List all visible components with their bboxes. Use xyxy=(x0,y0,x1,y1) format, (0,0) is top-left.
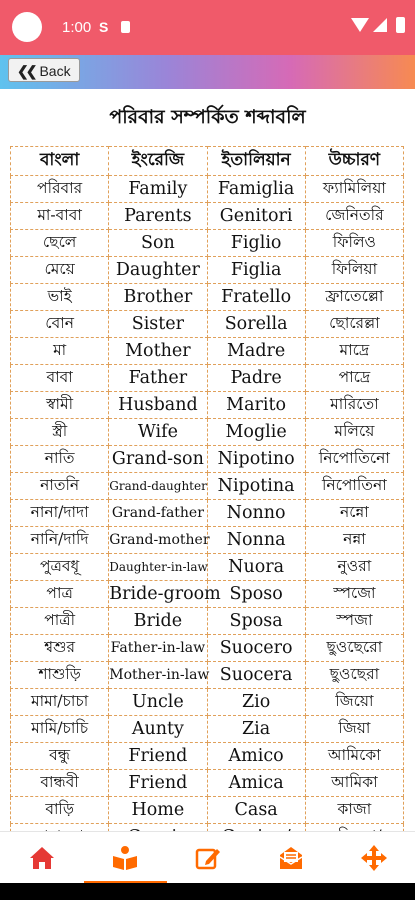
cell-italian: Zio xyxy=(207,689,305,716)
cell-pronunciation: নন্না xyxy=(305,527,403,554)
cell-pronunciation: ফ্যামিলিয়া xyxy=(305,176,403,203)
cell-pronunciation: জিয়ো xyxy=(305,689,403,716)
cell-english: Wife xyxy=(109,419,207,446)
cell-italian: Marito xyxy=(207,392,305,419)
header-bangla: বাংলা xyxy=(11,147,109,176)
system-nav-bar xyxy=(0,883,415,900)
table-row xyxy=(11,365,404,392)
header-english: ইংরেজি xyxy=(109,147,207,176)
sim-card-icon xyxy=(121,21,130,33)
cell-english: Husband xyxy=(109,392,207,419)
cell-bangla: মা-বাবা xyxy=(11,203,109,230)
nav-learn[interactable] xyxy=(83,832,166,884)
table-row xyxy=(11,770,404,797)
cell-english: Sister xyxy=(109,311,207,338)
cell-pronunciation: কাজা xyxy=(305,797,403,824)
cell-english: Daughter xyxy=(109,257,207,284)
arrows-move-icon xyxy=(360,844,388,872)
table-row xyxy=(11,527,404,554)
header-pronunciation: উচ্চারণ xyxy=(305,147,403,176)
status-bar xyxy=(0,0,415,55)
nav-practice[interactable] xyxy=(166,832,249,884)
cell-english: Bride-groom xyxy=(109,581,207,608)
cell-pronunciation: ছুওছেরা xyxy=(305,662,403,689)
book-reader-icon xyxy=(111,844,139,872)
cell-english: Uncle xyxy=(109,689,207,716)
cell-english: Mother xyxy=(109,338,207,365)
cell-english: Son xyxy=(109,230,207,257)
cell-bangla: শ্বশুর xyxy=(11,635,109,662)
vocabulary-table-container[interactable] xyxy=(10,146,404,830)
cell-italian: Suocero xyxy=(207,635,305,662)
cell-english: Daughter-in-law xyxy=(109,554,207,581)
cell-english: Bride xyxy=(109,608,207,635)
cell-english: Family xyxy=(109,176,207,203)
cell-bangla: বান্ধবী xyxy=(11,770,109,797)
cell-italian: Figlio xyxy=(207,230,305,257)
battery-icon xyxy=(396,17,405,33)
cell-italian: Nipotina xyxy=(207,473,305,500)
table-row xyxy=(11,392,404,419)
cell-pronunciation: জেনিতরি xyxy=(305,203,403,230)
s-notification-icon: S xyxy=(99,19,109,35)
cell-bangla: নানা/দাদা xyxy=(11,500,109,527)
wifi-icon xyxy=(351,18,369,32)
cell-pronunciation: নুওরা xyxy=(305,554,403,581)
cell-english: Father-in-law xyxy=(109,635,207,662)
cell-bangla: নানি/দাদি xyxy=(11,527,109,554)
table-row xyxy=(11,419,404,446)
double-chevron-left-icon: ❮❮ xyxy=(17,63,35,79)
cell-pronunciation: ফিলিয়া xyxy=(305,257,403,284)
cell-italian: Nipotino xyxy=(207,446,305,473)
cell-pronunciation: মাদ্রে xyxy=(305,338,403,365)
table-row xyxy=(11,176,404,203)
cell-pronunciation: জিয়া xyxy=(305,716,403,743)
home-icon xyxy=(28,844,56,872)
table-row xyxy=(11,311,404,338)
nav-messages[interactable] xyxy=(249,832,332,884)
cell-bangla: মামা/চাচা xyxy=(11,689,109,716)
cell-bangla: মামি/চাচি xyxy=(11,716,109,743)
table-row xyxy=(11,230,404,257)
cell-bangla: স্ত্রী xyxy=(11,419,109,446)
cell-bangla: স্বামী xyxy=(11,392,109,419)
cell-pronunciation: ছোরেল্লা xyxy=(305,311,403,338)
cell-bangla: বাবা xyxy=(11,365,109,392)
table-row xyxy=(11,284,404,311)
cell-pronunciation: নিপোতিনো xyxy=(305,446,403,473)
cell-english: Aunty xyxy=(109,716,207,743)
table-header-row xyxy=(11,147,404,176)
cell-pronunciation: আমিকা xyxy=(305,770,403,797)
header-bar xyxy=(0,55,415,89)
table-row xyxy=(11,716,404,743)
cell-italian: Suocera xyxy=(207,662,305,689)
cell-pronunciation: ছুওছেরো xyxy=(305,635,403,662)
cell-pronunciation: স্পজো xyxy=(305,581,403,608)
cell-italian: Nuora xyxy=(207,554,305,581)
cell-pronunciation: ফিলিও xyxy=(305,230,403,257)
table-row xyxy=(11,446,404,473)
cell-italian: Sposa xyxy=(207,608,305,635)
cell-italian: Figlia xyxy=(207,257,305,284)
cell-italian: Famiglia xyxy=(207,176,305,203)
cell-bangla: ভাই xyxy=(11,284,109,311)
cell-english: Grand-mother xyxy=(109,527,207,554)
cell-pronunciation: আমিকো xyxy=(305,743,403,770)
cell-italian: Genitori xyxy=(207,203,305,230)
envelope-open-icon xyxy=(277,844,305,872)
cell-pronunciation: নন্নো xyxy=(305,500,403,527)
status-time: 1:00 xyxy=(62,19,92,36)
back-label: Back xyxy=(39,63,71,79)
cell-italian: Madre xyxy=(207,338,305,365)
vocabulary-table xyxy=(10,146,404,878)
cell-pronunciation: মলিয়ে xyxy=(305,419,403,446)
signal-icon xyxy=(373,18,387,32)
cell-italian: Padre xyxy=(207,365,305,392)
cell-italian: Sorella xyxy=(207,311,305,338)
cell-italian: Sposo xyxy=(207,581,305,608)
cell-english: Grand-father xyxy=(109,500,207,527)
camera-cutout xyxy=(12,12,42,42)
bottom-navigation xyxy=(0,831,415,884)
cell-bangla: নাতি xyxy=(11,446,109,473)
cell-english: Friend xyxy=(109,743,207,770)
table-row xyxy=(11,500,404,527)
cell-bangla: বোন xyxy=(11,311,109,338)
table-row xyxy=(11,581,404,608)
cell-english: Grand-son xyxy=(109,446,207,473)
cell-bangla: পাত্রী xyxy=(11,608,109,635)
table-row xyxy=(11,635,404,662)
cell-pronunciation: পাদ্রে xyxy=(305,365,403,392)
cell-pronunciation: ফ্রাতেল্লো xyxy=(305,284,403,311)
cell-bangla: নাতনি xyxy=(11,473,109,500)
cell-pronunciation: মারিতো xyxy=(305,392,403,419)
table-row xyxy=(11,743,404,770)
table-row xyxy=(11,797,404,824)
cell-italian: Nonno xyxy=(207,500,305,527)
cell-bangla: ছেলে xyxy=(11,230,109,257)
cell-pronunciation: নিপোতিনা xyxy=(305,473,403,500)
cell-italian: Nonna xyxy=(207,527,305,554)
nav-home[interactable] xyxy=(0,832,83,884)
cell-italian: Casa xyxy=(207,797,305,824)
cell-english: Friend xyxy=(109,770,207,797)
cell-italian: Amico xyxy=(207,743,305,770)
cell-bangla: পাত্র xyxy=(11,581,109,608)
cell-english: Grand-daughter xyxy=(109,473,207,500)
cell-english: Brother xyxy=(109,284,207,311)
cell-italian: Zia xyxy=(207,716,305,743)
cell-italian: Fratello xyxy=(207,284,305,311)
page-title: পরিবার সম্পর্কিত শব্দাবলি xyxy=(109,106,306,128)
table-row xyxy=(11,608,404,635)
table-row xyxy=(11,257,404,284)
table-row xyxy=(11,473,404,500)
cell-bangla: বাড়ি xyxy=(11,797,109,824)
cell-english: Home xyxy=(109,797,207,824)
cell-english: Parents xyxy=(109,203,207,230)
cell-bangla: বন্ধু xyxy=(11,743,109,770)
cell-english: Mother-in-law xyxy=(109,662,207,689)
nav-more[interactable] xyxy=(332,832,415,884)
edit-icon xyxy=(194,844,222,872)
header-italian: ইতালিয়ান xyxy=(207,147,305,176)
table-row xyxy=(11,689,404,716)
cell-bangla: মা xyxy=(11,338,109,365)
cell-bangla: পরিবার xyxy=(11,176,109,203)
cell-bangla: শাশুড়ি xyxy=(11,662,109,689)
table-row xyxy=(11,338,404,365)
table-row xyxy=(11,203,404,230)
table-row xyxy=(11,662,404,689)
back-button[interactable] xyxy=(8,58,80,82)
cell-english: Father xyxy=(109,365,207,392)
table-body xyxy=(11,176,404,878)
cell-italian: Amica xyxy=(207,770,305,797)
cell-pronunciation: স্পজা xyxy=(305,608,403,635)
cell-italian: Moglie xyxy=(207,419,305,446)
cell-bangla: পুত্রবধূ xyxy=(11,554,109,581)
table-row xyxy=(11,554,404,581)
cell-bangla: মেয়ে xyxy=(11,257,109,284)
